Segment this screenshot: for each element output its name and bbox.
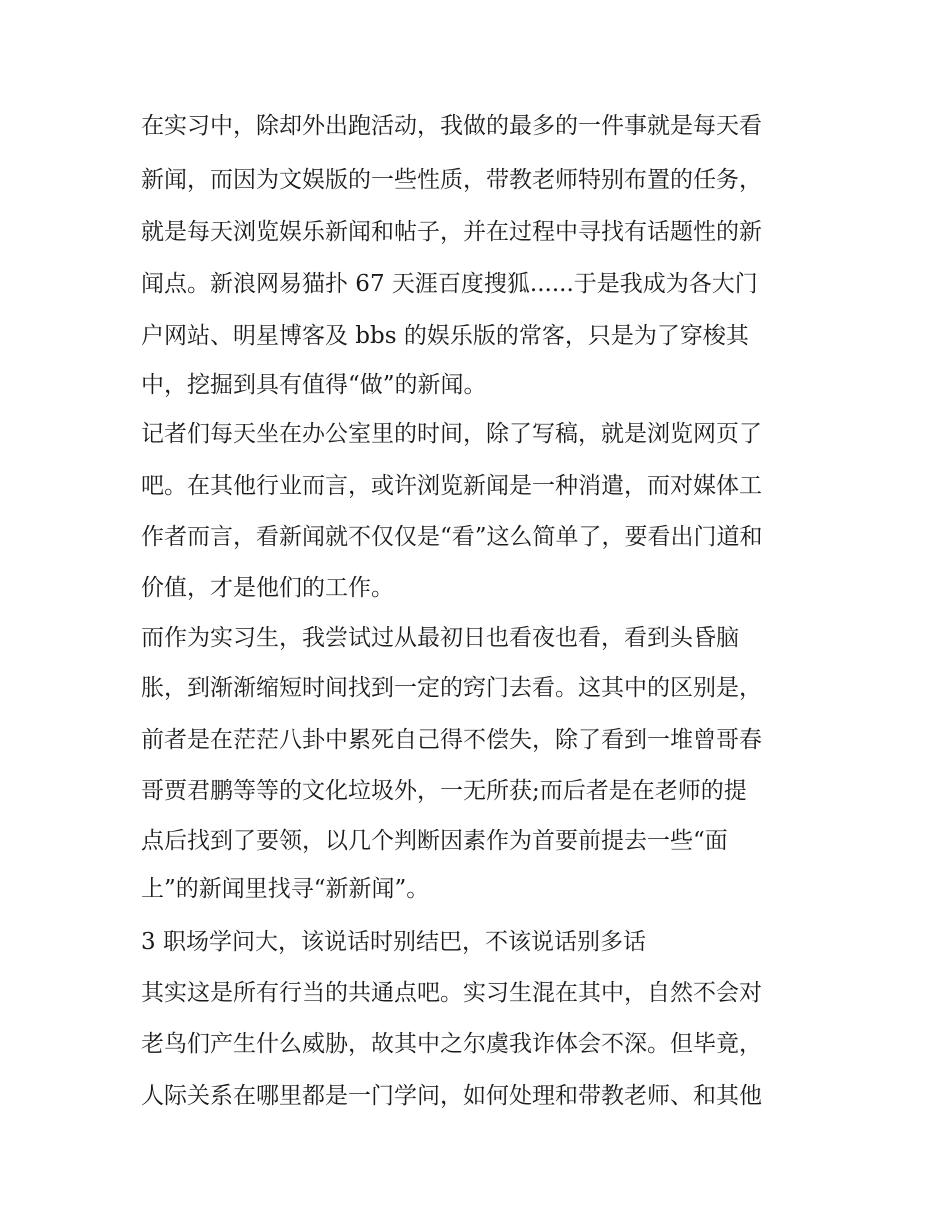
- text-line: 而作为实习生，我尝试过从最初日也看夜也看，看到头昏脑: [141, 625, 739, 651]
- text-line: 记者们每天坐在办公室里的时间，除了写稿，就是浏览网页了: [141, 421, 762, 447]
- text-line: 吧。在其他行业而言，或许浏览新闻是一种消遣，而对媒体工: [141, 473, 762, 499]
- text-line: 作者而言，看新闻就不仅仅是“看”这么简单了，要看出门道和: [141, 524, 763, 550]
- text-line: 新闻，而因为文娱版的一些性质，带教老师特别布置的任务，: [141, 167, 762, 193]
- text-line: 人际关系在哪里都是一门学问，如何处理和带教老师、和其他: [141, 1083, 762, 1109]
- text-line: 胀，到渐渐缩短时间找到一定的窍门去看。这其中的区别是，: [141, 675, 762, 701]
- text-line: 中，挖掘到具有值得“做”的新闻。: [141, 372, 487, 398]
- text-line: 老鸟们产生什么威胁，故其中之尔虞我诈体会不深。但毕竟，: [141, 1031, 762, 1057]
- text-line: 户网站、明星博客及 bbs 的娱乐版的常客，只是为了穿梭其: [141, 323, 749, 349]
- text-line: 价值，才是他们的工作。: [141, 575, 394, 601]
- text-line: 上”的新闻里找寻“新新闻”。: [141, 876, 430, 902]
- text-line: 在实习中，除却外出跑活动，我做的最多的一件事就是每天看: [141, 113, 762, 139]
- text-line: 哥贾君鹏等等的文化垃圾外，一无所获;而后者是在老师的提: [141, 778, 747, 804]
- section-heading: 3 职场学问大，该说话时别结巴，不该说话别多话: [141, 929, 646, 955]
- text-line: 就是每天浏览娱乐新闻和帖子，并在过程中寻找有话题性的新: [141, 219, 762, 245]
- text-line: 前者是在茫茫八卦中累死自己得不偿失，除了看到一堆曾哥春: [141, 727, 762, 753]
- text-line: 点后找到了要领，以几个判断因素作为首要前提去一些“面: [141, 828, 728, 854]
- text-line: 其实这是所有行当的共通点吧。实习生混在其中，自然不会对: [141, 980, 762, 1006]
- text-line: 闻点。新浪网易猫扑 67 天涯百度搜狐......于是我成为各大门: [141, 271, 758, 297]
